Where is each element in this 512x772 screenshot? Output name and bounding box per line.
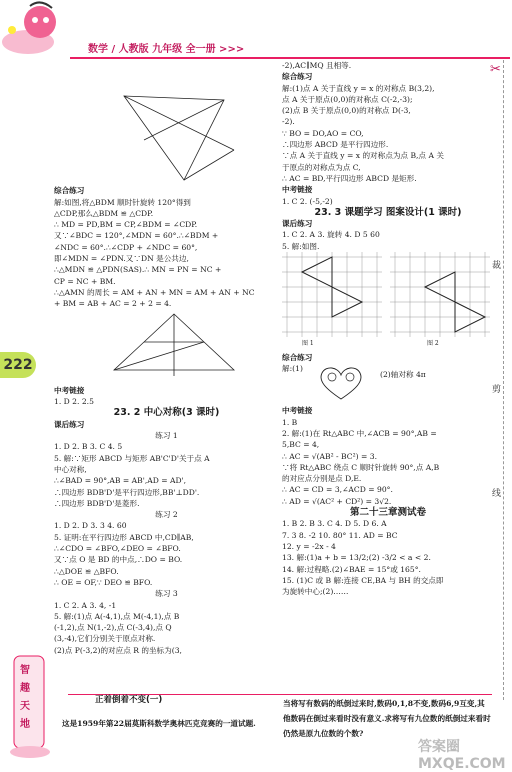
header-title: 数学 / 人教版 九年级 全一册 >>> [88,44,245,55]
text-line: ∴△AMN 的周长 = AM + AN + MN = AM + AN + NC [54,287,255,297]
text-line: 于原点的对称点为点 C, [282,162,361,172]
watermark: 答案圈 MXQE.COM [418,739,506,772]
header-rule [70,57,510,59]
section-heading: 综合练习 [282,72,313,82]
text-line: (2)点 B 关于原点(0,0)的对称点 D(-3, [282,106,411,116]
zhongkao-heading: 中考链接 [282,185,313,195]
text-line: 1. C 2. A 3. 旋转 4. D 5 60 [282,230,380,240]
left-column [54,90,279,656]
text-line: (2)轴对称 4π [380,370,426,380]
text-line: 1. D 2. D 3. 3 4. 60 [54,521,127,531]
text-line: 5. 解:如图. [282,241,320,251]
side-mark-cut: 裁 [492,261,502,271]
text-line: ∴ AC = √(AB² - BC²) = 3. [282,451,378,461]
text-line: 为旋转中心;(2)…… [282,587,349,597]
text-line: -2),AC∥MQ 且相等. [282,61,352,70]
text-line: 7. 3 8. -2 10. 80° 11. AD = BC [282,530,398,540]
text-line: 解:(1)点 A 关于直线 y = x 的对称点 B(3,2), [282,83,435,93]
exercise-title: 练习 1 [155,431,178,441]
text-line: 解:如图,将△BDM 顺时针旋转 120°得到 [54,197,191,207]
test-title: 第二十三章测试卷 [349,507,426,519]
text-line: 5. 解:(1)点 A(-4,1),点 M(-4,1),点 B [54,611,180,621]
heart-figure [316,363,366,403]
figure-triangle [104,310,244,382]
heart-figure-row [282,363,494,405]
text-line: 14. 解:过程略.(2)∠BAE = 15°或 165°. [282,564,421,574]
story-left-text: 这是1959年第22届莫斯科数学奥林匹克竞赛的一道试题. [62,719,256,728]
text-line: 12. y = -2x - 4 [282,541,336,551]
section-heading: 课后练习 [282,219,313,229]
figure-caption: 图 1 [302,340,314,348]
text-line: ∵点 A 关于直线 y = x 的对称点为点 B,点 A 关 [282,151,444,161]
text-line: ∴△DOE ≌ △BFO. [54,566,119,576]
story-right-text: 当将写有数码的纸倒过来时,数码0,1,8不变,数码6,9互变,其他数码在倒过来看时没有意义.求将写有九位数的纸倒过来看时仍然是原九位数的个数? [283,699,491,738]
grid-figure [282,252,492,344]
text-line: ∠NDC = 60°.∴∠CDP + ∠NDC = 60°, [54,242,198,252]
text-line: ∴四边形 BDB'D'是菱形. [54,498,140,508]
text-line: 又∵点 O 是 BD 的中点,∴DO = BO. [54,555,183,565]
page-number: 222 [0,352,36,378]
text-line: (3,-4),它们分别关于原点对称. [54,634,156,644]
text-line: 1. B [282,417,298,427]
section-heading: 综合练习 [282,353,313,363]
right-column [282,60,494,597]
figure-rotation [104,90,244,182]
zhongkao-heading: 中考链接 [54,385,85,395]
cut-line [503,60,504,700]
section-title: 23. 2 中心对称(3 课时) [113,407,220,419]
text-line: 5. 证明:在平行四边形 ABCD 中,CD∥AB, [54,532,194,542]
text-line: -2). [282,117,295,127]
text-line: 中心对称, [54,464,87,474]
exercise-title: 练习 2 [155,510,178,520]
text-line: ∵将 Rt△ABC 绕点 C 顺时针旋转 90°,点 A,B [282,462,440,472]
text-line: CP = NC + BM. [54,276,116,286]
text-line: ∴ AC = CD = 3,∠ACD = 90°. [282,485,393,495]
text-line: + BM = AB + AC = 2 + 2 = 4. [54,299,172,309]
text-line: 5,BC = 4, [282,440,320,450]
side-mark-line: 线 [492,489,502,499]
fun-corner-text: 智趣天地 [20,665,30,730]
exercise-title: 练习 3 [155,589,178,599]
text-line: 13. 解:(1)a + b = 13/2;(2) -3/2 < a < 2. [282,553,431,563]
text-line: △CDP,那么△BDM ≌ △CDP. [54,208,154,218]
text-line: 解:(1) [282,364,303,374]
text-line: ∴ OE = OF,∵ DEO ≌ BFO. [54,577,153,587]
grid-figures [282,252,494,352]
text-line: 1. B 2. B 3. C 4. D 5. D 6. A [282,519,387,529]
text-line: 1. C 2. A 3. 4, -1 [54,600,117,610]
text-line: (2)点 P(-3,2)的对应点 R 的坐标为(3, [54,645,182,655]
header-logo-icon [0,0,80,58]
text-line: ∴∠BAD = 90°,AB = AB',AD = AD', [54,476,187,486]
text-line: 5. 解:∵矩形 ABCD 与矩形 AB'C'D'关于点 A [54,453,210,463]
text-line: (-1,2),点 N(1,-2),点 C(-3,4),点 Q [54,623,172,633]
section-heading: 课后练习 [54,419,85,429]
text-line: 2. 解:(1)在 Rt△ABC 中,∠ACB = 90°,AB = [282,428,437,438]
text-line: ∴∠CDO = ∠BFO,∠DEO = ∠BFO. [54,544,181,554]
text-line: 的对应点分别是点 D,E. [282,474,362,484]
text-line: ∴ MD = PD,BM = CP,∠BDM = ∠CDP. [54,220,198,230]
text-line: 1. D 2. B 3. C 4. 5 [54,442,123,452]
section-heading: 综合练习 [54,186,85,196]
text-line: 即∠MDN = ∠PDN.又∵DN 是公共边, [54,254,189,264]
figure-caption: 图 2 [427,340,439,348]
side-mark-cut2: 剪 [492,385,502,395]
text-line: ∴△MDN ≌ △PDN(SAS).∴ MN = PN = NC + [54,265,222,275]
text-line: ∴四边形 ABCD 是平行四边形. [282,140,389,150]
text-line: ∵ BO = DO,AO = CO, [282,128,364,138]
zhongkao-heading: 中考链接 [282,406,313,416]
text-line: ∴ AD = √(AC² + CD²) = 3√2. [282,496,392,506]
page-header [0,0,512,58]
text-line: 1. D 2. 2.5 [54,397,94,407]
text-line: ∴ AC = BD,平行四边形 ABCD 是矩形. [282,173,417,183]
scissors-icon: ✂ [490,62,501,77]
section-title: 23. 3 课题学习 图案设计(1 课时) [314,206,462,218]
text-line: 15. (1)C 或 B 解:连接 CE,BA 与 BH 的交点即 [282,575,444,585]
story-title: 正着倒着不变(一) [95,695,163,705]
text-line: 1. C 2. (-5,-2) [282,196,333,206]
text-line: 点 A 关于原点(0,0)的对称点 C(-2,-3); [282,94,413,104]
text-line: 又∵∠BDC = 120°,∠MDN = 60°.∴∠BDM + [54,231,219,241]
text-line: ∴四边形 BDB'D'是平行四边形,BB'⊥DD'. [54,487,200,497]
